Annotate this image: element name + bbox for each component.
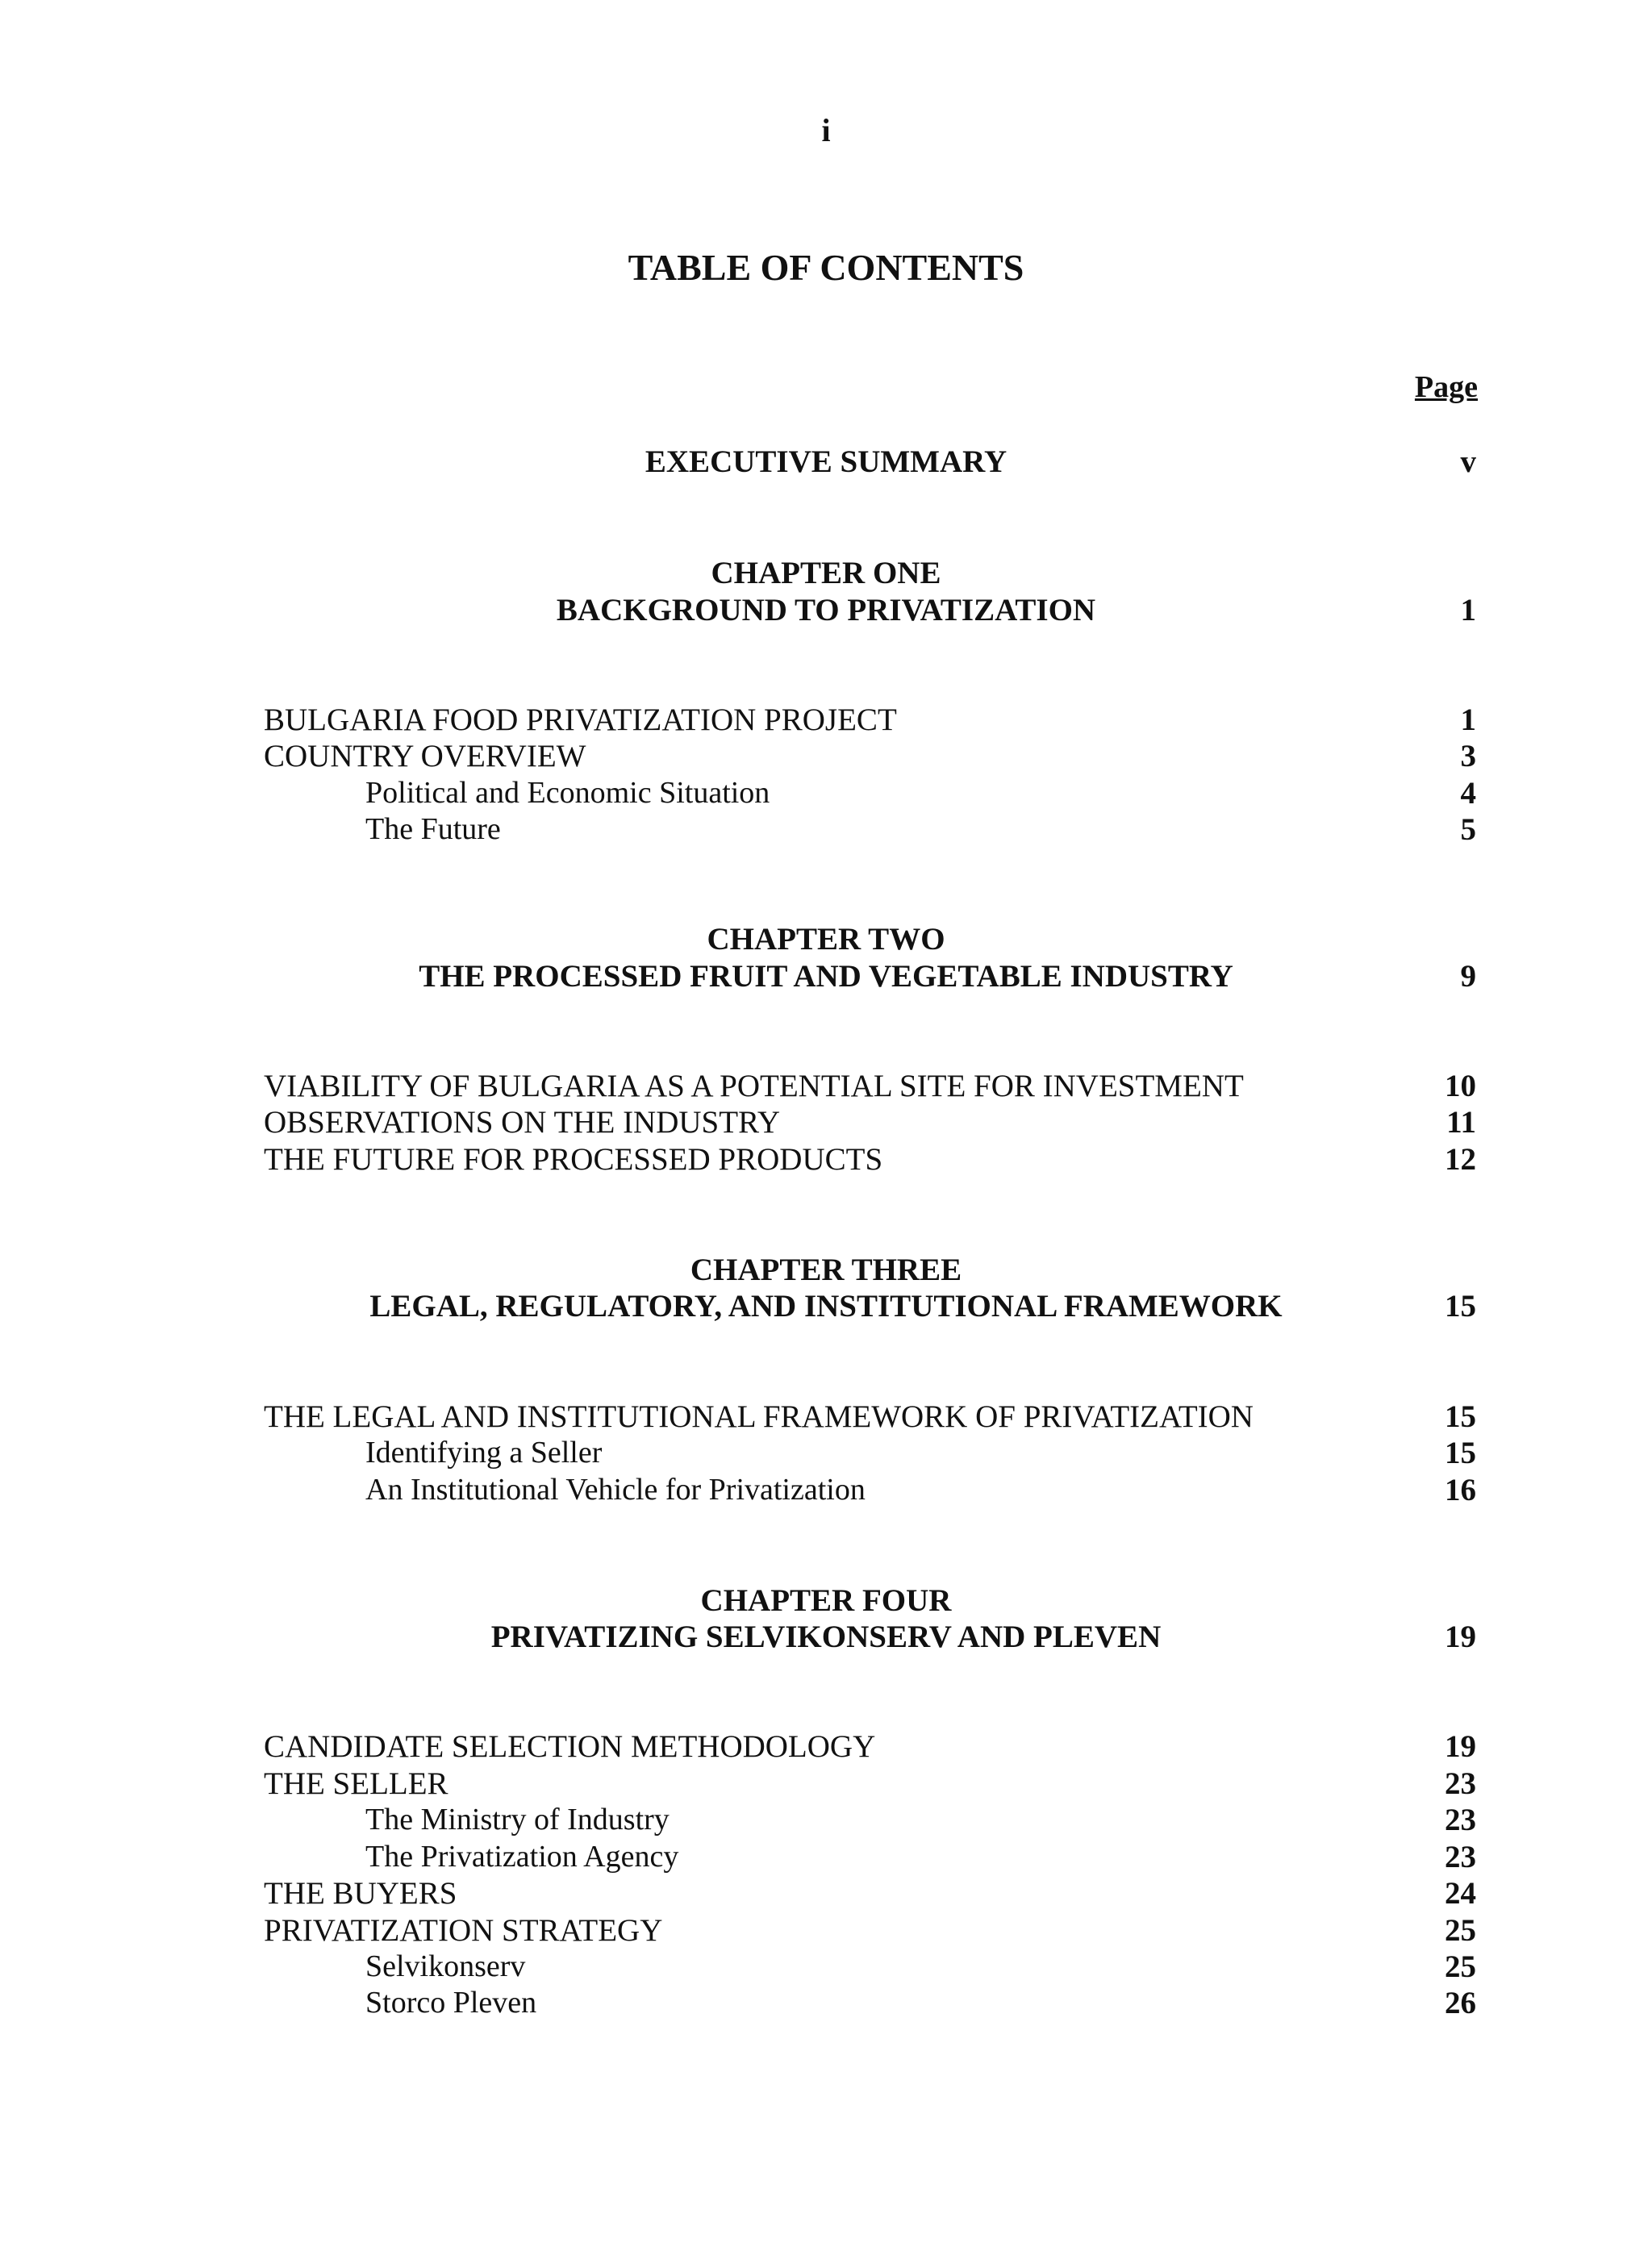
toc-subentry: Storco Pleven: [365, 1986, 537, 2020]
toc-subentry: The Ministry of Industry: [365, 1803, 670, 1837]
toc-entry-page: 1: [1460, 703, 1476, 737]
toc-entry: OBSERVATIONS ON THE INDUSTRY: [264, 1105, 781, 1140]
toc-entry-page: 24: [1445, 1876, 1476, 1911]
chapter-three-page: 15: [1445, 1289, 1476, 1324]
chapter-two-page: 9: [1460, 959, 1476, 994]
toc-entry: VIABILITY OF BULGARIA AS A POTENTIAL SITE FOR INVESTMENT: [264, 1069, 1244, 1103]
toc-entry: THE BUYERS: [264, 1876, 457, 1911]
toc-subentry: Selvikonserv: [365, 1949, 526, 1983]
toc-entry-page: 26: [1445, 1986, 1476, 2020]
toc-entry-page: 16: [1445, 1473, 1476, 1507]
toc-entry-page: 5: [1460, 812, 1476, 847]
toc-entry-page: 4: [1460, 776, 1476, 811]
chapter-four-label: CHAPTER FOUR: [700, 1583, 952, 1618]
toc-entry: BULGARIA FOOD PRIVATIZATION PROJECT: [264, 703, 897, 737]
page-title: TABLE OF CONTENTS: [628, 247, 1024, 288]
toc-subentry: Identifying a Seller: [365, 1436, 603, 1470]
chapter-three-label: CHAPTER THREE: [690, 1253, 962, 1287]
toc-entry-page: 25: [1445, 1949, 1476, 1984]
toc-entry-page: 19: [1445, 1729, 1476, 1764]
chapter-one-label: CHAPTER ONE: [711, 556, 941, 590]
toc-subentry: Political and Economic Situation: [365, 776, 770, 810]
chapter-three-title: LEGAL, REGULATORY, AND INSTITUTIONAL FRAMEWORK: [369, 1289, 1283, 1324]
page-number: i: [821, 112, 831, 148]
toc-entry: THE FUTURE FOR PROCESSED PRODUCTS: [264, 1142, 883, 1177]
page-column-header: Page: [1414, 370, 1478, 404]
chapter-one-title: BACKGROUND TO PRIVATIZATION: [556, 593, 1096, 627]
chapter-two-title: THE PROCESSED FRUIT AND VEGETABLE INDUSTRY: [419, 959, 1233, 994]
chapter-four-page: 19: [1445, 1620, 1476, 1654]
toc-entry: PRIVATIZATION STRATEGY: [264, 1913, 663, 1948]
toc-entry-page: 15: [1445, 1436, 1476, 1470]
toc-entry-page: 23: [1445, 1766, 1476, 1801]
toc-entry-page: 10: [1445, 1069, 1476, 1103]
executive-summary-page: v: [1460, 444, 1476, 479]
toc-entry: THE SELLER: [264, 1766, 448, 1801]
toc-entry: CANDIDATE SELECTION METHODOLOGY: [264, 1729, 876, 1764]
toc-entry-page: 15: [1445, 1399, 1476, 1434]
toc-entry-page: 12: [1445, 1142, 1476, 1177]
toc-entry: THE LEGAL AND INSTITUTIONAL FRAMEWORK OF PRIVATIZATION: [264, 1399, 1254, 1434]
toc-entry-page: 25: [1445, 1913, 1476, 1948]
toc-subentry: The Privatization Agency: [365, 1840, 679, 1874]
chapter-two-label: CHAPTER TWO: [707, 922, 945, 957]
chapter-one-page: 1: [1460, 593, 1476, 627]
toc-entry-page: 23: [1445, 1840, 1476, 1874]
chapter-four-title: PRIVATIZING SELVIKONSERV AND PLEVEN: [490, 1620, 1162, 1654]
toc-entry-page: 3: [1460, 739, 1476, 773]
toc-entry-page: 11: [1446, 1105, 1476, 1140]
toc-subentry: An Institutional Vehicle for Privatization: [365, 1473, 866, 1507]
toc-entry-page: 23: [1445, 1803, 1476, 1837]
executive-summary-heading: EXECUTIVE SUMMARY: [645, 444, 1007, 479]
toc-entry: COUNTRY OVERVIEW: [264, 739, 586, 773]
toc-subentry: The Future: [365, 812, 501, 846]
